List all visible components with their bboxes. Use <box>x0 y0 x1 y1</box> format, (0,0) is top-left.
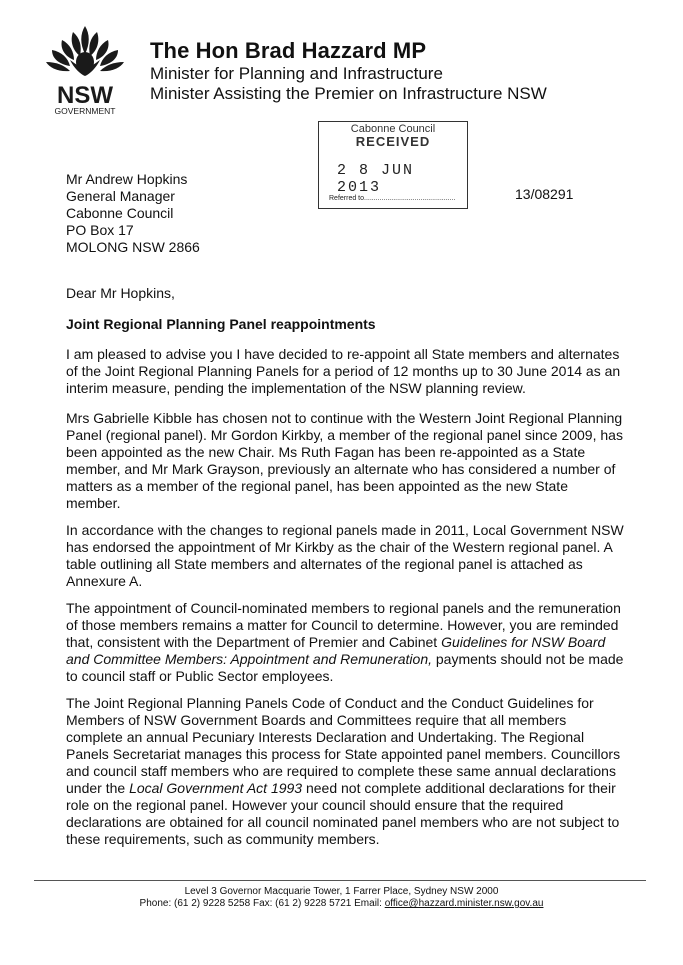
footer-address: Level 3 Governor Macquarie Tower, 1 Farrer Place, Sydney NSW 2000 <box>184 886 499 897</box>
guidelines-title: Guidelines for NSW Board and Committee Members: Appointment and Remuneration, <box>66 634 606 667</box>
recipient-po-box: PO Box 17 <box>66 222 134 238</box>
paragraph-declarations <box>66 695 626 848</box>
stamp-referred-to: Referred to............................................... <box>329 195 456 202</box>
logo-government-text: GOVERNMENT <box>54 106 116 116</box>
salutation: Dear Mr Hopkins, <box>66 285 175 301</box>
received-stamp <box>318 121 468 209</box>
footer-email-link[interactable]: office@hazzard.minister.nsw.gov.au <box>384 898 544 909</box>
paragraph-council-members <box>66 600 626 685</box>
stamp-received-text: RECEIVED <box>355 134 431 149</box>
minister-name: The Hon Brad Hazzard MP <box>150 38 427 63</box>
paragraph-text: The appointment of Council-nominated members to regional panels and the remuneration of those members remains a matter for Council to determine. However, you are reminded that, consistent with the Department of Premier and Cabinet <box>66 600 621 650</box>
paragraph-panel-changes: Mrs Gabrielle Kibble has chosen not to continue with the Western Joint Regional Planning Panel (regional panel). Mr Gordon Kirkby, a member of the regional panel since 2009, has been appointed as the new Chair. Ms Ruth Fagan has been re-appointed as a State member, and Mr Mark Grayson, previously an alternate who has considered a number of matters as a member of the regional panel, has been appointed as the new State member. <box>66 410 623 511</box>
stamp-council-name: Cabonne Council <box>350 123 436 135</box>
logo-nsw-text: NSW <box>57 82 113 109</box>
footer-divider <box>34 880 646 881</box>
act-title: Local Government Act 1993 <box>129 780 303 796</box>
waratah-flower-icon <box>46 26 124 76</box>
subject-heading: Joint Regional Planning Panel reappointments <box>66 316 376 332</box>
reference-number: 13/08291 <box>515 186 574 202</box>
recipient-town: MOLONG NSW 2866 <box>66 239 200 255</box>
stamp-date: 2 8 JUN 2013 <box>337 162 415 196</box>
recipient-position: General Manager <box>66 188 175 204</box>
paragraph-lgnsw-endorsement: In accordance with the changes to regional panels made in 2011, Local Government NSW has endorsed the appointment of Mr Kirkby as the chair of the Western regional panel. A table outlining all State members and alternates of the regional panel is attached as Annexure A. <box>66 522 624 589</box>
paragraph-text: The Joint Regional Planning Panels Code of Conduct and the Conduct Guidelines for Members of NSW Government Boards and Committees require that all members complete an annual Pecuniary Interests Declaration and Undertaking. The Regional Panels Secretariat manages this process for State appointed panel members. Councillors and council staff members who are required to complete these same annual declarations under the <box>66 695 621 796</box>
footer-contact <box>0 898 683 909</box>
footer-phone-fax: Phone: (61 2) 9228 5258 Fax: (61 2) 9228 5721 Email: <box>139 898 385 909</box>
nsw-government-logo <box>40 24 130 116</box>
paragraph-text: need not complete additional declarations for their role on the regional panel. However your council should ensure that the required declarations are obtained for all council nominated panel members who are not subject to these requirements, such as community members. <box>66 780 620 847</box>
paragraph-reappointment: I am pleased to advise you I have decided to re-appoint all State members and alternates of the Joint Regional Planning Panels for a period of 12 months up to 30 June 2014 as an interim measure, pending the implementation of the NSW planning review. <box>66 346 621 396</box>
minister-title-planning: Minister for Planning and Infrastructure <box>150 64 443 83</box>
recipient-name: Mr Andrew Hopkins <box>66 171 188 187</box>
minister-title-infrastructure: Minister Assisting the Premier on Infrastructure NSW <box>150 84 547 103</box>
recipient-organisation: Cabonne Council <box>66 205 174 221</box>
paragraph-text: payments should not be made to council staff or Public Sector employees. <box>66 651 624 684</box>
